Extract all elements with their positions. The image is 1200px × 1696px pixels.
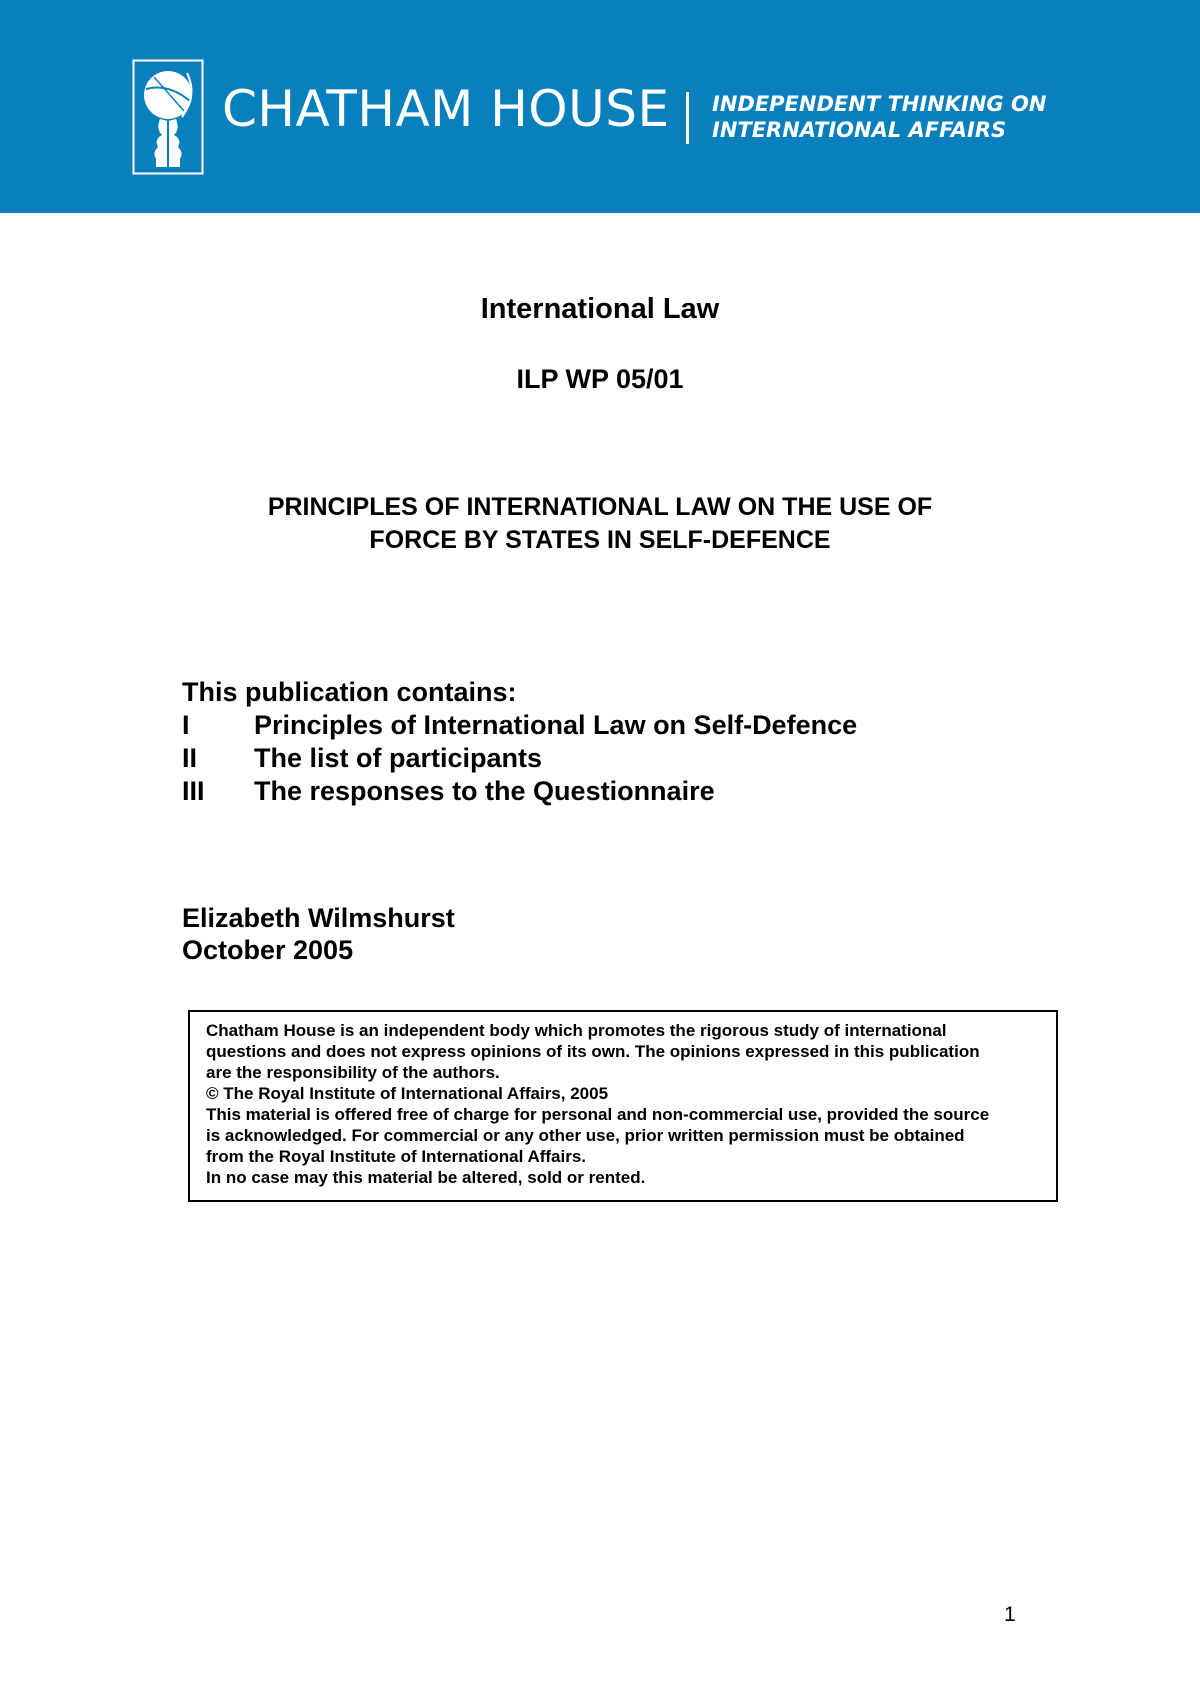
contents-item-label: The responses to the Questionnaire bbox=[254, 776, 715, 806]
contents-item-label: Principles of International Law on Self-Defence bbox=[254, 710, 858, 740]
contents-list bbox=[182, 676, 857, 808]
contents-item-number: I bbox=[182, 710, 190, 740]
paper-code: ILP WP 05/01 bbox=[516, 364, 684, 394]
header-divider bbox=[686, 92, 689, 144]
contents-heading: This publication contains: bbox=[182, 677, 517, 707]
contents-item-number: III bbox=[182, 776, 205, 806]
notice-line: questions and does not express opinions of its own. The opinions expressed in this publication bbox=[206, 1042, 980, 1061]
author-block bbox=[182, 902, 455, 966]
contents-item bbox=[182, 709, 857, 742]
notice-line: This material is offered free of charge for personal and non-commercial use, provided the source bbox=[206, 1105, 990, 1124]
notice-line: are the responsibility of the authors. bbox=[206, 1063, 500, 1082]
contents-item bbox=[182, 775, 857, 808]
header-banner bbox=[0, 0, 1200, 213]
page-number: 1 bbox=[1004, 1603, 1016, 1626]
org-tagline bbox=[712, 91, 1046, 143]
globe-with-faces-logo-icon bbox=[132, 59, 204, 175]
org-name: CHATHAM HOUSE bbox=[222, 80, 670, 138]
notice-line: Chatham House is an independent body which promotes the rigorous study of international bbox=[206, 1021, 947, 1040]
notice-line: is acknowledged. For commercial or any other use, prior written permission must be obtained bbox=[206, 1126, 965, 1145]
notice-line: In no case may this material be altered, sold or rented. bbox=[206, 1168, 646, 1187]
notice-line: © The Royal Institute of International Affairs, 2005 bbox=[206, 1084, 609, 1103]
tagline-line: INTERNATIONAL AFFAIRS bbox=[712, 118, 1007, 142]
copyright-notice bbox=[188, 1010, 1058, 1202]
tagline-line: INDEPENDENT THINKING ON bbox=[712, 92, 1047, 116]
notice-line: from the Royal Institute of International Affairs. bbox=[206, 1147, 587, 1166]
series-title: International Law bbox=[480, 293, 720, 325]
publication-date: October 2005 bbox=[182, 935, 354, 965]
contents-item bbox=[182, 742, 857, 775]
document-title-line: PRINCIPLES OF INTERNATIONAL LAW ON THE USE OF bbox=[267, 493, 933, 521]
document-title-line: FORCE BY STATES IN SELF-DEFENCE bbox=[369, 526, 831, 554]
contents-item-label: The list of participants bbox=[254, 743, 543, 773]
author-name: Elizabeth Wilmshurst bbox=[182, 903, 455, 933]
document-title bbox=[0, 491, 1200, 557]
contents-item-number: II bbox=[182, 743, 198, 773]
